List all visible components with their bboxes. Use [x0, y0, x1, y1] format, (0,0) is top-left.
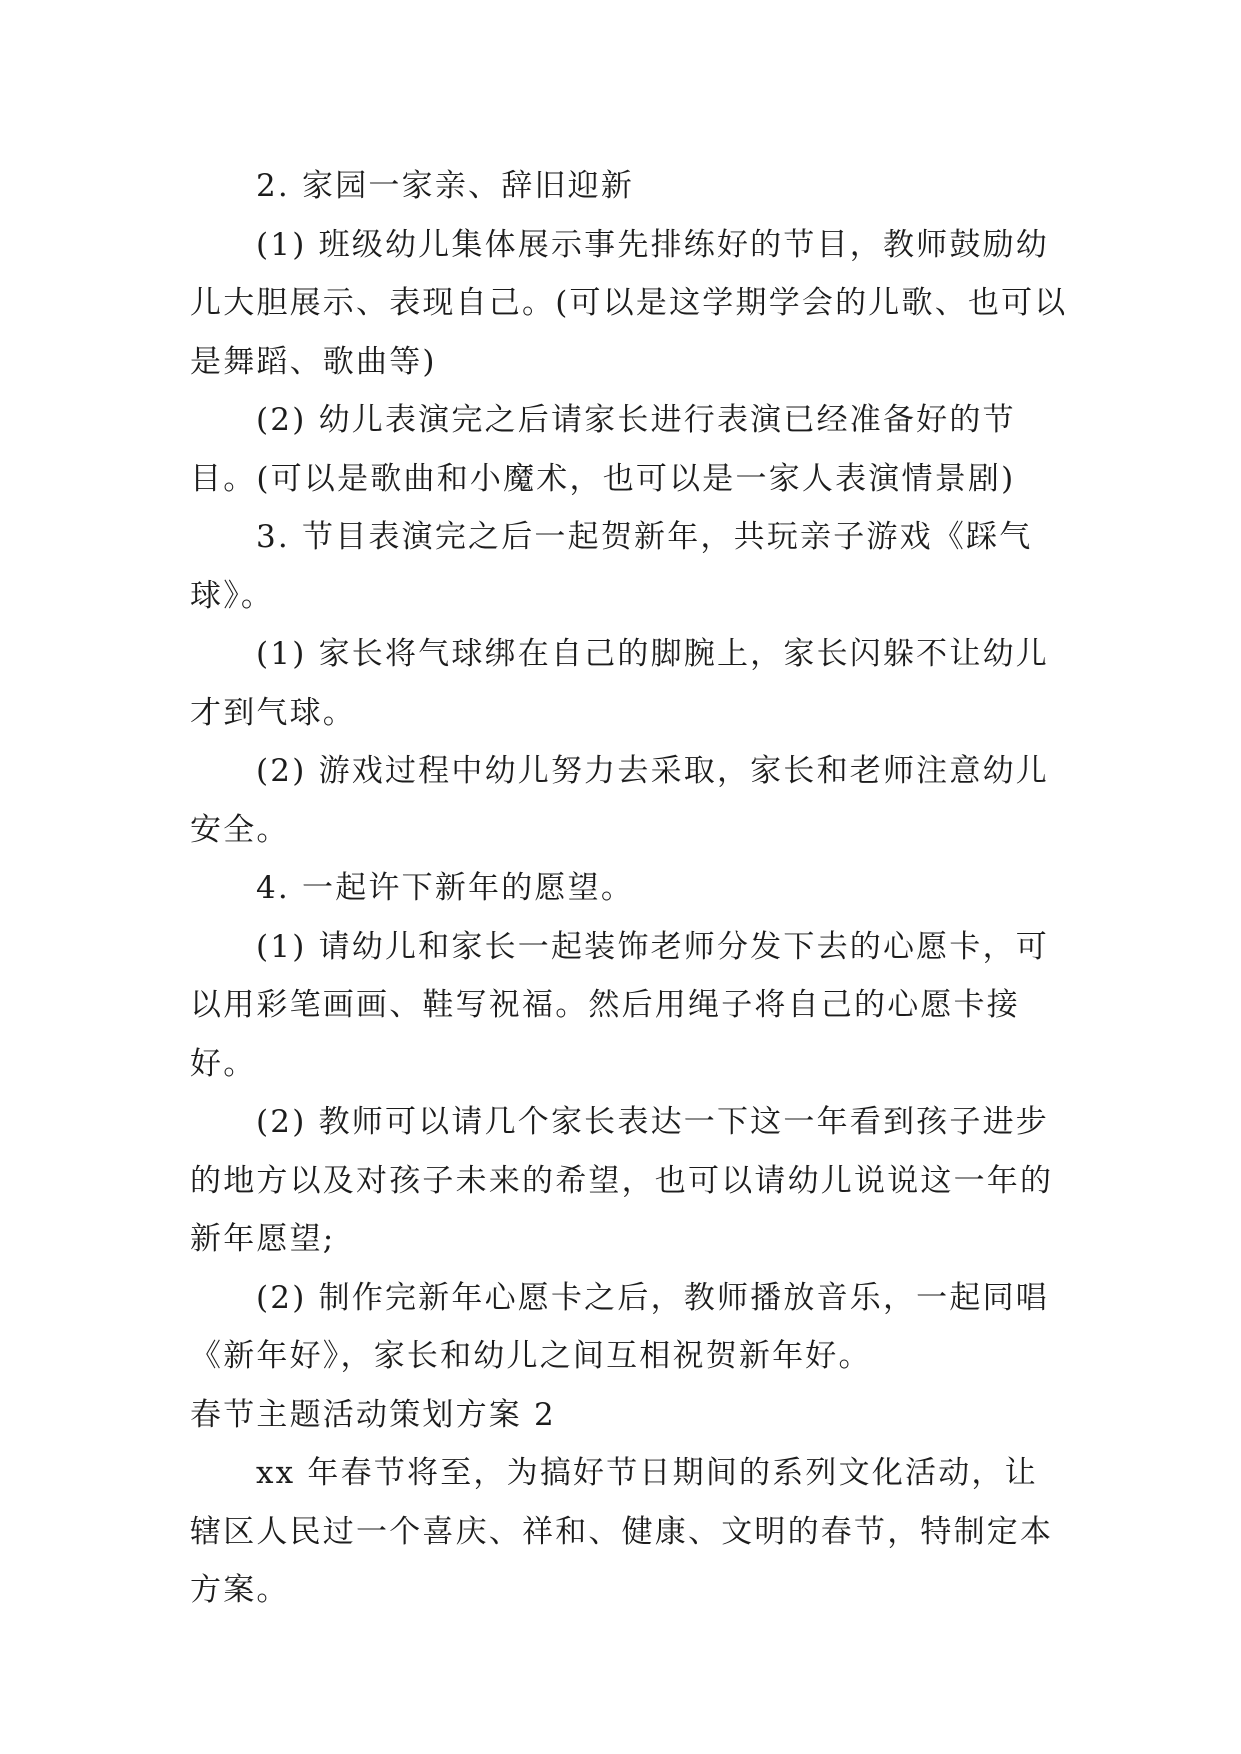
paragraph: (2) 制作完新年心愿卡之后，教师播放音乐，一起同唱《新年好》，家长和幼儿之间互相祝贺新年好。 — [190, 1279, 1049, 1374]
paragraph: (1) 家长将气球绑在自己的脚腕上，家长闪躲不让幼儿才到气球。 — [190, 636, 1049, 731]
subsection-heading: 3. 节目表演完之后一起贺新年，共玩亲子游戏《踩气球》。 — [190, 519, 1033, 614]
intro-paragraph: xx 年春节将至，为搞好节日期间的系列文化活动，让辖区人民过一个喜庆、祥和、健康、文明的春节，特制定本方案。 — [190, 1455, 1054, 1608]
paragraph: (2) 教师可以请几个家长表达一下这一年看到孩子进步的地方以及对孩子未来的希望，也可以请幼儿说说这一年的新年愿望; — [190, 1104, 1054, 1257]
section-heading: 春节主题活动策划方案 2 — [190, 1396, 556, 1433]
paragraph: (2) 幼儿表演完之后请家长进行表演已经准备好的节目。(可以是歌曲和小魔术，也可以是一家人表演情景剧) — [190, 402, 1016, 497]
subsection-heading: 2. 家园一家亲、辞旧迎新 — [256, 168, 635, 204]
paragraph: (1) 请幼儿和家长一起装饰老师分发下去的心愿卡，可以用彩笔画画、鞋写祝福。然后用绳子将自己的心愿卡接好。 — [190, 928, 1049, 1082]
paragraph: (1) 班级幼儿集体展示事先排练好的节目，教师鼓励幼儿大胆展示、表现自己。(可以是这学期学会的儿歌、也可以是舞蹈、歌曲等) — [190, 226, 1068, 380]
subsection-heading: 4. 一起许下新年的愿望。 — [256, 870, 635, 906]
document-body — [190, 157, 1070, 1620]
paragraph: (2) 游戏过程中幼儿努力去采取，家长和老师注意幼儿安全。 — [190, 753, 1049, 848]
